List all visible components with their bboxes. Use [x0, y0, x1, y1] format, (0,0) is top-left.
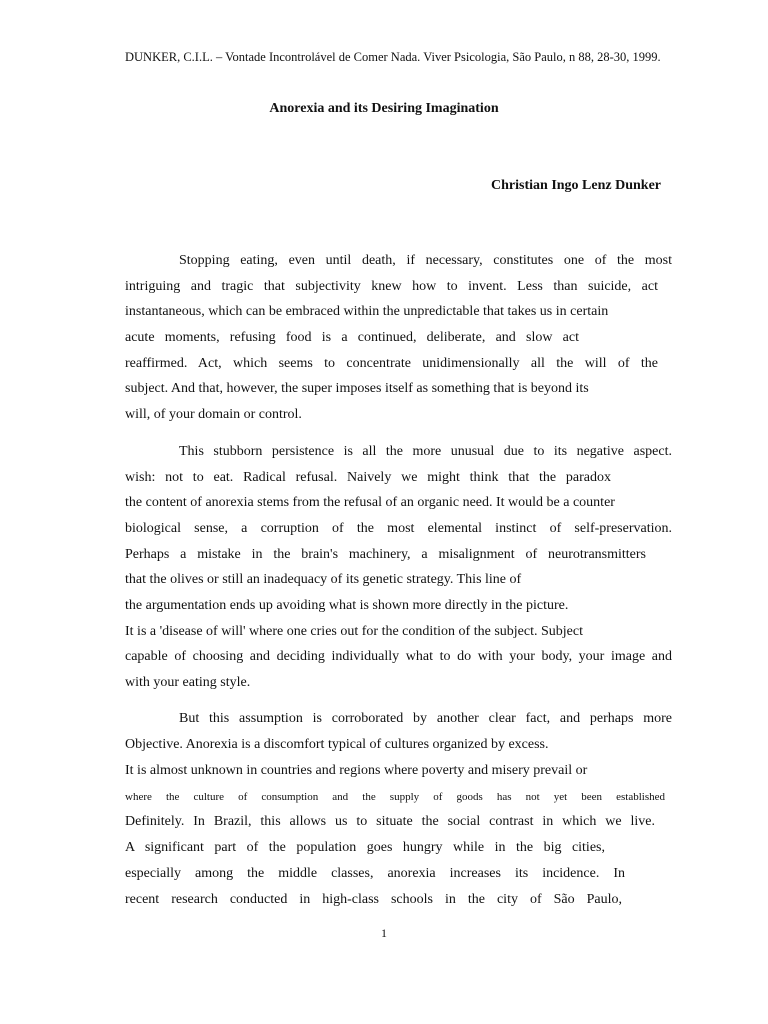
paragraph-1-line-1: Stopping eating, even until death, if necessary, constitutes one of the most [179, 253, 672, 268]
paragraph-3-line-6: A significant part of the population goes hungry while in the big cities, [125, 840, 605, 855]
paragraph-3-line-1: But this assumption is corroborated by another clear fact, and perhaps more [179, 711, 672, 726]
paragraph-2-line-9: capable of choosing and deciding individually what to do with your body, your image and [125, 649, 672, 664]
paragraph-1-line-5: reaffirmed. Act, which seems to concentrate unidimensionally all the will of the [125, 356, 658, 371]
paragraph-1-line-7: will, of your domain or control. [125, 407, 302, 422]
paragraph-3-line-7: especially among the middle classes, anorexia increases its incidence. In [125, 866, 625, 881]
paragraph-2-line-6: that the olives or still an inadequacy of its genetic strategy. This line of [125, 572, 522, 587]
paragraph-3-line-8: recent research conducted in high-class schools in the city of São Paulo, [125, 892, 622, 907]
paragraph-3-line-4: where the culture of consumption and the supply of goods has not yet been established [125, 791, 665, 803]
paragraph-2-line-3: the content of anorexia stems from the refusal of an organic need. It would be a counter [125, 495, 615, 510]
page-number: 1 [381, 926, 387, 940]
paragraph-3-line-5: Definitely. In Brazil, this allows us to situate the social contrast in which we live. [125, 814, 655, 829]
paragraph-2-line-4: biological sense, a corruption of the most elemental instinct of self-preservation. [125, 521, 672, 536]
paragraph-2-line-10: with your eating style. [125, 675, 251, 690]
citation-header: DUNKER, C.I.L. – Vontade Incontrolável de Comer Nada. Viver Psicologia, São Paulo, n 88, 28-30, 1999. [125, 50, 661, 64]
paragraph-2-line-5: Perhaps a mistake in the brain's machinery, a misalignment of neurotransmitters [125, 547, 646, 562]
paragraph-2-line-2: wish: not to eat. Radical refusal. Naively we might think that the paradox [125, 470, 611, 485]
paragraph-3-line-3: It is almost unknown in countries and regions where poverty and misery prevail or [125, 763, 588, 778]
paragraph-1-line-2: intriguing and tragic that subjectivity knew how to invent. Less than suicide, act [125, 279, 658, 294]
author-name: Christian Ingo Lenz Dunker [491, 178, 661, 193]
paragraph-3-line-2: Objective. Anorexia is a discomfort typical of cultures organized by excess. [125, 737, 549, 752]
paragraph-2-line-1: This stubborn persistence is all the more unusual due to its negative aspect. [179, 444, 672, 459]
paragraph-2-line-7: the argumentation ends up avoiding what is shown more directly in the picture. [125, 598, 569, 613]
paragraph-2-line-8: It is a 'disease of will' where one cries out for the condition of the subject. Subject [125, 624, 583, 639]
paragraph-1-line-3: instantaneous, which can be embraced within the unpredictable that takes us in certain [125, 304, 609, 319]
document-title: Anorexia and its Desiring Imagination [269, 101, 499, 116]
paragraph-1-line-4: acute moments, refusing food is a continued, deliberate, and slow act [125, 330, 579, 345]
paragraph-1-line-6: subject. And that, however, the super imposes itself as something that is beyond its [125, 381, 589, 396]
